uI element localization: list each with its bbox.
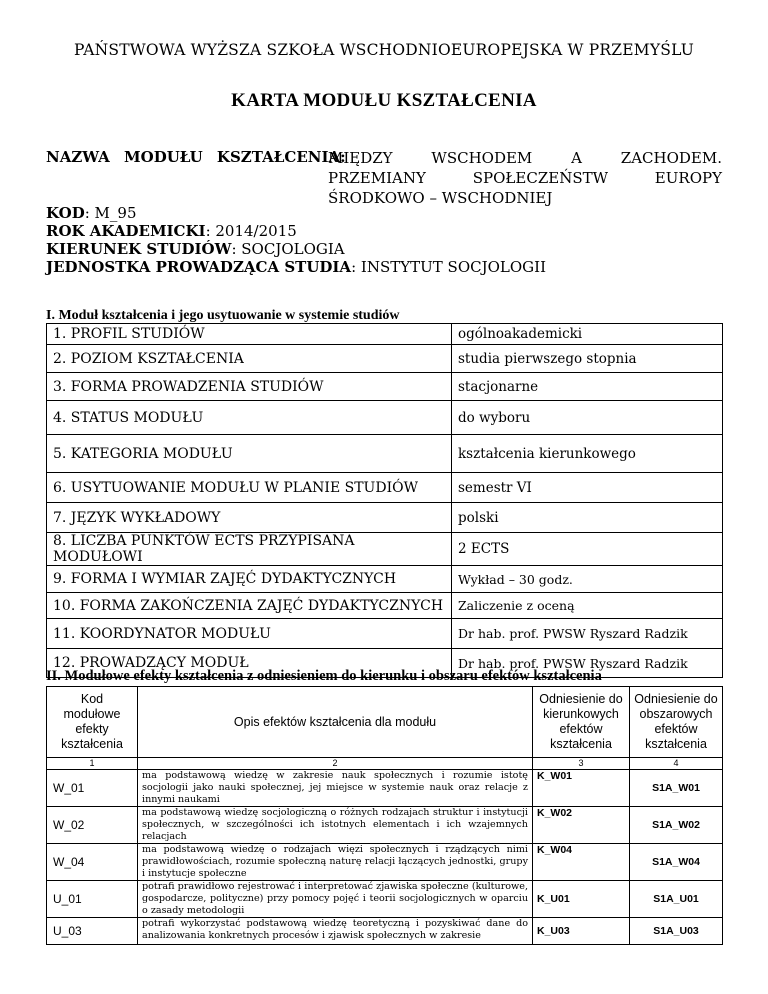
header-description: Opis efektów kształcenia dla modułu (138, 687, 533, 758)
row-value: polski (452, 503, 723, 533)
column-number: 3 (533, 758, 630, 770)
outcome-code: U_01 (47, 881, 138, 918)
area-ref: S1A_W01 (630, 770, 723, 807)
column-numbers-row (47, 758, 723, 770)
row-label: 8. LICZBA PUNKTÓW ECTS PRZYPISANA MODUŁOWI (47, 533, 452, 566)
section2-heading: II. Modułowe efekty kształcenia z odniesieniem do kierunku i obszaru efektów kształcenia (46, 668, 602, 684)
outcome-description: potrafi wykorzystać podstawową wiedzę teoretyczną i pozyskiwać dane do analizowania konkretnych procesów i zjawisk społecznych w zakresie (138, 918, 533, 945)
row-label: 5. KATEGORIA MODUŁU (47, 435, 452, 473)
row-value: kształcenia kierunkowego (452, 435, 723, 473)
row-label: 9. FORMA I WYMIAR ZAJĘĆ DYDAKTYCZNYCH (47, 566, 452, 593)
module-name-label: NAZWA MODUŁU KSZTAŁCENIA: (46, 148, 346, 166)
area-ref: S1A_W04 (630, 844, 723, 881)
table-row (47, 401, 723, 435)
university-name: PAŃSTWOWA WYŻSZA SZKOŁA WSCHODNIOEUROPEJSKA W PRZEMYŚLU (74, 41, 694, 59)
table-row (47, 619, 723, 649)
document-title: KARTA MODUŁU KSZTAŁCENIA (231, 90, 537, 111)
row-value: studia pierwszego stopnia (452, 345, 723, 373)
year-value: : 2014/2015 (205, 222, 297, 240)
table-row (47, 844, 723, 881)
direction-ref: K_U01 (533, 881, 630, 918)
row-label: 1. PROFIL STUDIÓW (47, 324, 452, 345)
outcome-code: W_01 (47, 770, 138, 807)
area-ref: S1A_W02 (630, 807, 723, 844)
table-row (47, 435, 723, 473)
direction-ref: K_W04 (533, 844, 630, 881)
module-code (46, 204, 137, 223)
section1-heading: I. Moduł kształcenia i jego usytuowanie w systemie studiów (46, 308, 400, 323)
table-row (47, 807, 723, 844)
table-row (47, 770, 723, 807)
row-value: Wykład – 30 godz. (452, 566, 723, 593)
header-area-ref: Odniesienie do obszarowych efektów kształcenia (630, 687, 723, 758)
table-row (47, 593, 723, 619)
row-value: ogólnoakademicki (452, 324, 723, 345)
area-ref: S1A_U01 (630, 881, 723, 918)
table-header-row (47, 687, 723, 758)
outcome-code: W_02 (47, 807, 138, 844)
outcome-description: ma podstawową wiedzę socjologiczną o różnych rodzajach struktur i instytucji społecznych, w szczególności ich istotnych elementach i ich wzajemnych relacjach (138, 807, 533, 844)
direction-ref: K_U03 (533, 918, 630, 945)
area-ref: S1A_U03 (630, 918, 723, 945)
table-row (47, 881, 723, 918)
row-value: semestr VI (452, 473, 723, 503)
table-row (47, 566, 723, 593)
row-label: 12. PROWADZĄCY MODUŁ (47, 649, 452, 678)
row-label: 2. POZIOM KSZTAŁCENIA (47, 345, 452, 373)
teaching-unit (46, 258, 546, 277)
row-value: 2 ECTS (452, 533, 723, 566)
row-label: 7. JĘZYK WYKŁADOWY (47, 503, 452, 533)
field-of-study (46, 240, 345, 259)
code-value: : M_95 (84, 204, 137, 222)
unit-label: JEDNOSTKA PROWADZĄCA STUDIA (46, 258, 352, 276)
module-name-value: MIĘDZY WSCHODEM A ZACHODEM. PRZEMIANY SPOŁECZEŃSTW EUROPY ŚRODKOWO – WSCHODNIEJ (328, 149, 722, 207)
table-row (47, 324, 723, 345)
field-value: : SOCJOLOGIA (231, 240, 345, 258)
table-row (47, 373, 723, 401)
table-row (47, 345, 723, 373)
direction-ref: K_W01 (533, 770, 630, 807)
outcome-code: W_04 (47, 844, 138, 881)
row-label: 4. STATUS MODUŁU (47, 401, 452, 435)
row-value: Dr hab. prof. PWSW Ryszard Radzik (452, 649, 723, 678)
column-number: 4 (630, 758, 723, 770)
outcome-description: ma podstawową wiedzę w zakresie nauk społecznych i rozumie istotę socjologii jako nauki społecznej, jej miejsce w systemie nauk oraz relacje z innymi naukami (138, 770, 533, 807)
academic-year (46, 222, 297, 241)
year-label: ROK AKADEMICKI (46, 222, 206, 240)
row-label: 10. FORMA ZAKOŃCZENIA ZAJĘĆ DYDAKTYCZNYCH (47, 593, 452, 619)
header-direction-ref: Odniesienie do kierunkowych efektów kształcenia (533, 687, 630, 758)
table-row (47, 918, 723, 945)
outcome-description: ma podstawową wiedzę o rodzajach więzi społecznych i rządzących nimi prawidłowościach, rozumie społeczną naturę relacji łączących jednostki, grupy i instytucje społeczne (138, 844, 533, 881)
table-row (47, 503, 723, 533)
row-label: 6. USYTUOWANIE MODUŁU W PLANIE STUDIÓW (47, 473, 452, 503)
outcome-description: potrafi prawidłowo rejestrować i interpretować zjawiska społeczne (kulturowe, gospodarcze, polityczne) przy pomocy pojęć i teorii socjologicznych w oparciu o zasady metodologii (138, 881, 533, 918)
row-value: Zaliczenie z oceną (452, 593, 723, 619)
row-label: 11. KOORDYNATOR MODUŁU (47, 619, 452, 649)
row-value: do wyboru (452, 401, 723, 435)
row-value: Dr hab. prof. PWSW Ryszard Radzik (452, 619, 723, 649)
learning-outcomes-table (46, 686, 723, 945)
row-label: 3. FORMA PROWADZENIA STUDIÓW (47, 373, 452, 401)
direction-ref: K_W02 (533, 807, 630, 844)
table-row (47, 473, 723, 503)
outcome-code: U_03 (47, 918, 138, 945)
column-number: 2 (138, 758, 533, 770)
column-number: 1 (47, 758, 138, 770)
code-label: KOD (46, 204, 85, 222)
field-label: KIERUNEK STUDIÓW (46, 240, 232, 258)
table-row (47, 533, 723, 566)
unit-value: : INSTYTUT SOCJOLOGII (351, 258, 547, 276)
module-info-table (46, 323, 723, 678)
row-value: stacjonarne (452, 373, 723, 401)
header-code: Kod modułowe efekty kształcenia (47, 687, 138, 758)
